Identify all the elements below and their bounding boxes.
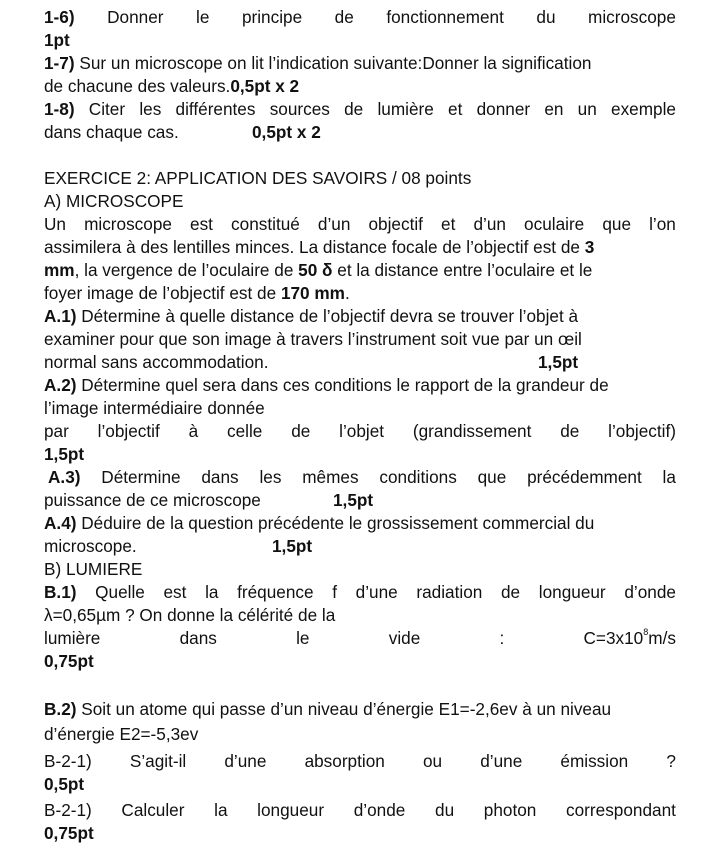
question-text: Déduire de la question précédente le grossissement commercial du [81, 513, 595, 533]
section-b-title: B) LUMIERE [44, 559, 143, 579]
question-text: puissance de ce microscope [44, 490, 261, 510]
word: l’objet [339, 421, 385, 441]
question-text-line [44, 351, 676, 374]
question-1-6 [44, 6, 676, 29]
word: conditions [379, 467, 457, 487]
intro-text: . [344, 283, 350, 303]
word: principe [241, 7, 303, 27]
question-a4 [44, 512, 676, 535]
points: 1,5pt [44, 444, 85, 464]
word: les [259, 467, 282, 487]
question-b2-2 [44, 799, 676, 822]
word: d’un [473, 214, 506, 234]
word: microscope [84, 214, 172, 234]
word: Donner [107, 7, 164, 27]
word: la [662, 467, 676, 487]
word: que [602, 214, 632, 234]
word: du [435, 800, 455, 820]
question-text: dans chaque cas. [44, 122, 179, 142]
exercise-title: EXERCICE 2: APPLICATION DES SAVOIRS / 08 points [44, 168, 472, 188]
word: Détermine [101, 467, 181, 487]
question-text: Détermine à quelle distance de l’objectif devra se trouver l’objet à [81, 306, 579, 326]
word: photon [483, 800, 537, 820]
word: de [344, 99, 364, 119]
word: d’onde [624, 582, 676, 602]
word: est [163, 582, 187, 602]
word: d’une [355, 582, 398, 602]
question-text: Soit un atome qui passe d’un niveau d’énergie E1=-2,6ev à un niveau [81, 699, 612, 719]
word: est [190, 214, 213, 234]
word: en [544, 99, 564, 119]
question-text: Sur un microscope on lit l’indication suivante:Donner la signification [79, 53, 592, 73]
question-text: l’image intermédiaire donnée [44, 398, 265, 418]
word: objectif [368, 214, 423, 234]
speed-base: C=3x10 [583, 628, 644, 648]
word: ? [666, 751, 676, 771]
question-text-line [44, 604, 676, 627]
word: sources [269, 99, 330, 119]
word: précédemment [527, 467, 642, 487]
word: constitué [231, 214, 300, 234]
points: 0,75pt [44, 651, 94, 671]
word: lumière [44, 628, 101, 648]
question-b2-1 [44, 750, 676, 773]
question-text-line [44, 121, 676, 144]
question-1-7 [44, 52, 676, 75]
question-text-line [44, 75, 676, 98]
section-a-title: A) MICROSCOPE [44, 191, 184, 211]
word: dans [179, 628, 217, 648]
focal-unit: mm [44, 260, 75, 280]
question-label: 1-6) [44, 7, 75, 27]
word: du [536, 7, 556, 27]
word: Citer [88, 99, 126, 119]
speed-exponent: 8 [643, 627, 649, 637]
word: mêmes [302, 467, 359, 487]
question-b2 [44, 698, 676, 721]
word: f [332, 582, 338, 602]
question-text: λ=0,65µm ? On donne la célérité de la [44, 605, 336, 625]
intro-line-2 [44, 236, 676, 259]
question-b1 [44, 581, 676, 604]
question-label: B-2-1) [44, 800, 92, 820]
document-page [44, 6, 676, 845]
word: de [334, 7, 354, 27]
word: la [205, 582, 219, 602]
word: de [560, 421, 580, 441]
question-text: d’énergie E2=-5,3ev [44, 724, 199, 744]
points: 1,5pt [538, 352, 579, 372]
word: l’objectif) [608, 421, 676, 441]
word: microscope [588, 7, 676, 27]
question-label: A.4) [44, 513, 77, 533]
word: par [44, 421, 69, 441]
intro-text: assimilera à des lentilles minces. La distance focale de l’objectif est de [44, 237, 585, 257]
question-text-line [44, 627, 676, 650]
points: 0,5pt x 2 [252, 122, 321, 142]
word: un [577, 99, 597, 119]
intro-text: et la distance entre l’oculaire et le [332, 260, 593, 280]
word: oculaire [524, 214, 585, 234]
question-text-line [44, 535, 676, 558]
word: l’objectif [97, 421, 160, 441]
question-text-line [44, 328, 676, 351]
word: d’une [224, 751, 267, 771]
word: fréquence [237, 582, 314, 602]
word: correspondant [566, 800, 676, 820]
question-label: B.1) [44, 582, 77, 602]
question-a3 [44, 466, 676, 489]
spacer [44, 673, 676, 696]
word: différentes [175, 99, 256, 119]
word: les [139, 99, 162, 119]
question-text: microscope. [44, 536, 137, 556]
intro-line-4 [44, 282, 676, 305]
question-text-line [44, 489, 676, 512]
word: le [296, 628, 310, 648]
points: 1,5pt [272, 536, 313, 556]
word: S’agit-il [129, 751, 187, 771]
word: l’on [649, 214, 676, 234]
word: : [499, 628, 505, 648]
question-text: examiner pour que son image à travers l’instrument soit vue par un œil [44, 329, 582, 349]
word: celle [227, 421, 263, 441]
question-label: B.2) [44, 699, 77, 719]
intro-text: , la vergence de l’oculaire de [74, 260, 299, 280]
word: ou [422, 751, 443, 771]
word: absorption [304, 751, 385, 771]
points: 1pt [44, 30, 70, 50]
spacer [44, 144, 676, 167]
word: vide [388, 628, 421, 648]
question-label: A.3) [48, 467, 81, 487]
points: 0,75pt [44, 823, 94, 843]
word: que [477, 467, 507, 487]
question-text: normal sans accommodation. [44, 352, 269, 372]
word: lumière [377, 99, 434, 119]
question-text: de chacune des valeurs. [44, 76, 231, 96]
intro-text: foyer image de l’objectif est de [44, 283, 281, 303]
vergence-value: 50 δ [298, 260, 333, 280]
question-text: Détermine quel sera dans ces conditions le rapport de la grandeur de [81, 375, 609, 395]
word: longueur [257, 800, 325, 820]
word: radiation [416, 582, 483, 602]
question-label: A.2) [44, 375, 77, 395]
word: de [500, 582, 521, 602]
word: d’un [317, 214, 351, 234]
question-label: 1-7) [44, 53, 75, 73]
question-label: B-2-1) [44, 751, 92, 771]
word: d’onde [353, 800, 406, 820]
points: 0,5pt [44, 774, 85, 794]
word: Calculer [121, 800, 185, 820]
question-label: A.1) [44, 306, 77, 326]
word: Un [44, 214, 66, 234]
points: 0,5pt x 2 [230, 76, 300, 96]
word: exemple [611, 99, 676, 119]
question-a2 [44, 374, 676, 397]
word: le [196, 7, 210, 27]
word: donner [476, 99, 531, 119]
question-text-line [44, 420, 676, 443]
speed-of-light [584, 627, 676, 650]
intro-line-3 [44, 259, 676, 282]
question-text-line [44, 723, 676, 746]
distance-value: 170 mm [280, 283, 345, 303]
speed-unit: m/s [648, 628, 676, 648]
word: et [448, 99, 463, 119]
word: de [291, 421, 311, 441]
word: longueur [538, 582, 606, 602]
question-label: 1-8) [44, 99, 75, 119]
word: Quelle [95, 582, 145, 602]
question-a1 [44, 305, 676, 328]
word: (grandissement [412, 421, 532, 441]
points: 1,5pt [333, 490, 374, 510]
word: à [188, 421, 199, 441]
question-1-8 [44, 98, 676, 121]
word: fonctionnement [386, 7, 504, 27]
word: d’une [480, 751, 523, 771]
question-text-line [44, 397, 676, 420]
word: la [214, 800, 228, 820]
word: émission [560, 751, 629, 771]
word: et [441, 214, 456, 234]
focal-value: 3 [584, 237, 595, 257]
word: dans [201, 467, 239, 487]
intro-line-1 [44, 213, 676, 236]
